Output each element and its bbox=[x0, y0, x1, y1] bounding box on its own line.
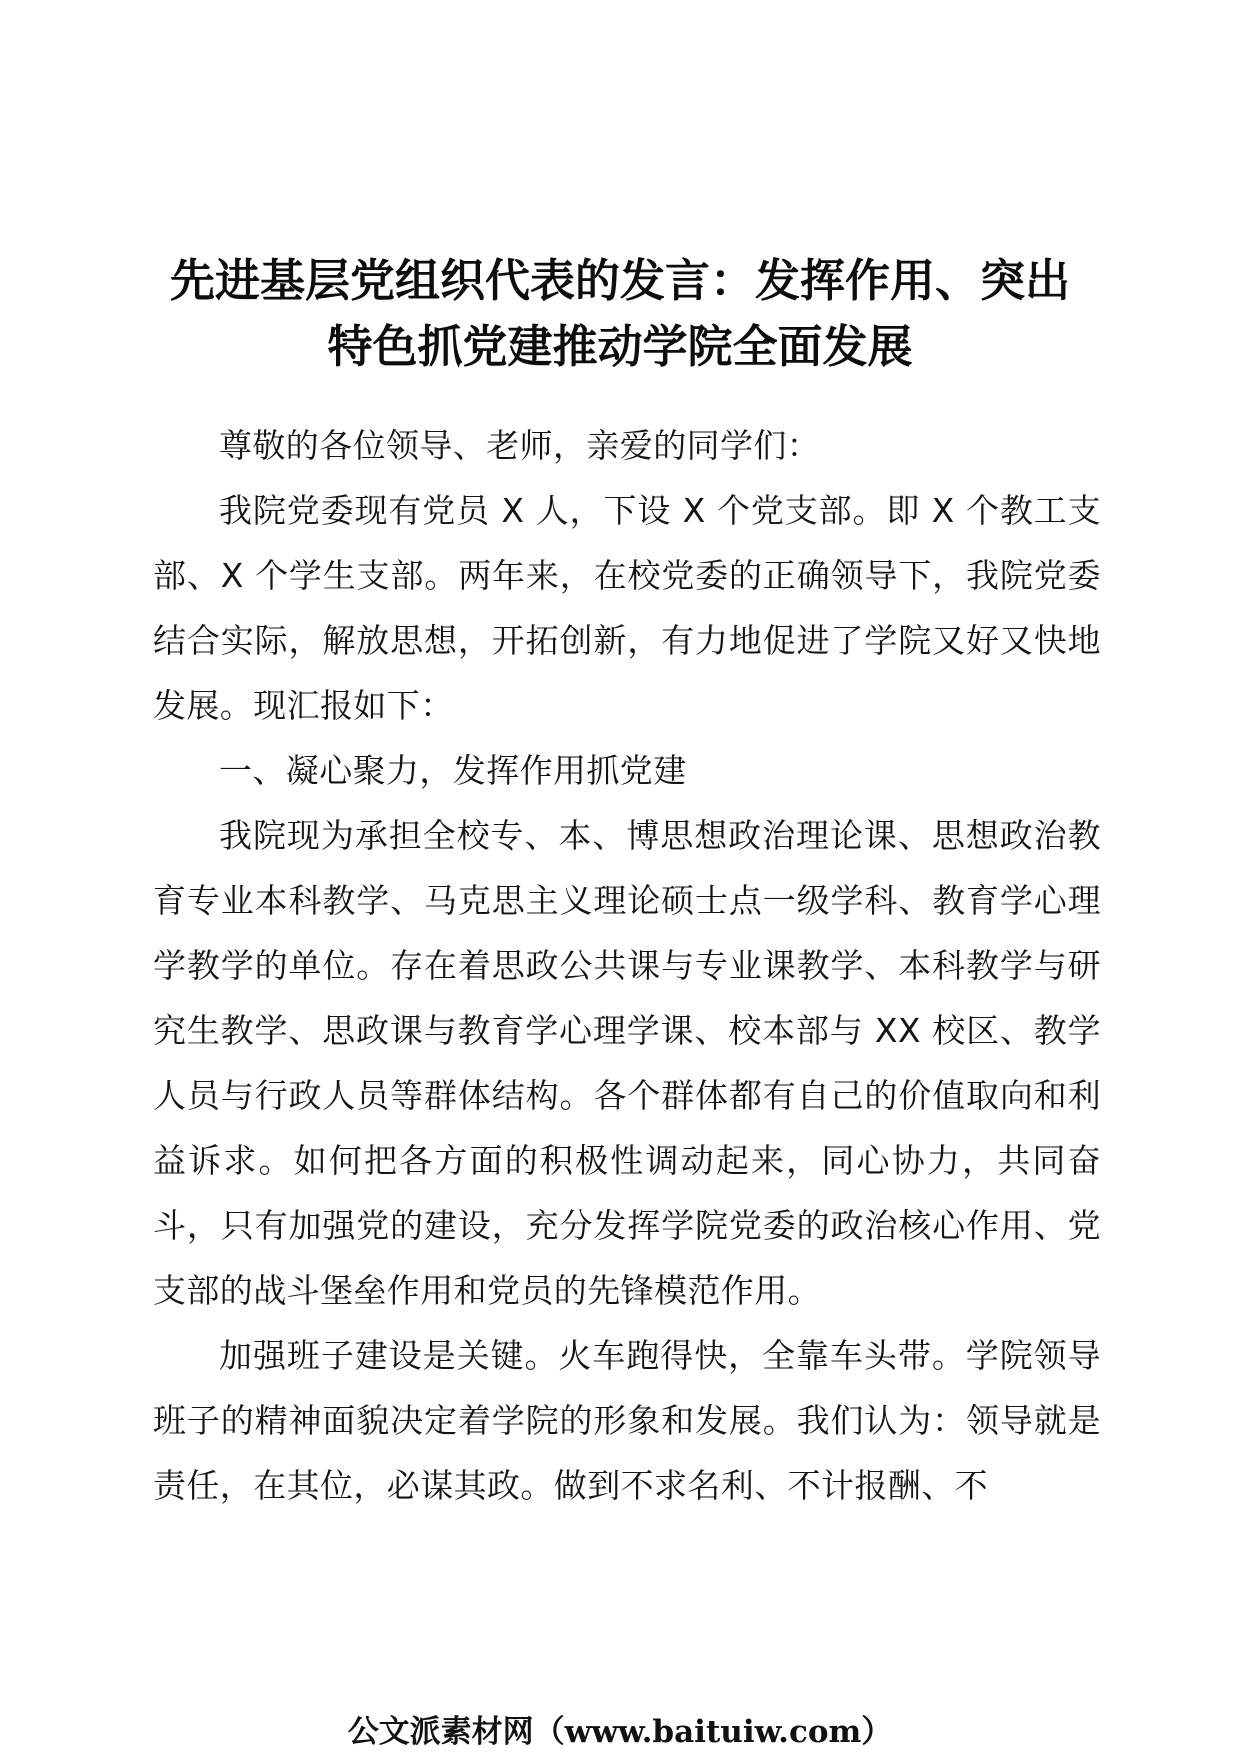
footer-watermark: 公文派素材网（www.baituiw.com） bbox=[347, 1714, 893, 1750]
section-heading: 一、凝心聚力，发挥作用抓党建 bbox=[219, 751, 687, 790]
document-body bbox=[153, 413, 1101, 1518]
intro-paragraph: 我院党委现有党员 X 人，下设 X 个党支部。即 X 个教工支部、X 个学生支部。两年来，在校党委的正确领导下，我院党委结合实际，解放思想，开拓创新，有力地促进了学院又好又快地发展。现汇报如下： bbox=[153, 491, 1101, 725]
body-paragraph: 我院现为承担全校专、本、博思想政治理论课、思想政治教育专业本科教学、马克思主义理论硕士点一级学科、教育学心理学教学的单位。存在着思政公共课与专业课教学、本科教学与研究生教学、思政课与教育学心理学课、校本部与 XX 校区、教学人员与行政人员等群体结构。各个群体都有自己的价值取向和利益诉求。如何把各方面的积极性调动起来，同心协力，共同奋斗，只有加强党的建设，充分发挥学院党委的政治核心作用、党支部的战斗堡垒作用和党员的先锋模范作用。 bbox=[153, 816, 1101, 1310]
salutation-paragraph: 尊敬的各位领导、老师，亲爱的同学们： bbox=[219, 426, 821, 465]
title-line-2: 特色抓党建推动学院全面发展 bbox=[327, 320, 913, 373]
document-title bbox=[130, 248, 1110, 380]
body-paragraph: 加强班子建设是关键。火车跑得快，全靠车头带。学院领导班子的精神面貌决定着学院的形象和发展。我们认为：领导就是责任，在其位，必谋其政。做到不求名利、不计报酬、不 bbox=[153, 1336, 1101, 1505]
title-line-1: 先进基层党组织代表的发言：发挥作用、突出 bbox=[169, 254, 1070, 307]
